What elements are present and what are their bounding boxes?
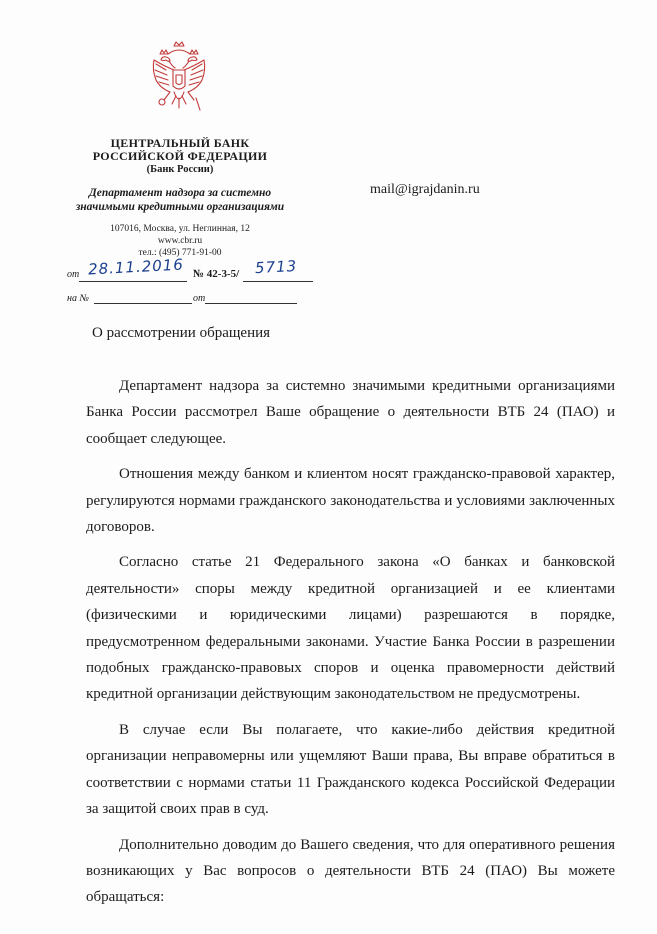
body-paragraph: Дополнительно доводим до Вашего сведения, что для оперативного решения возникающих у Вас вопросов о деятельности ВТБ 24 (ПАО) Вы можете обращаться: — [86, 836, 615, 906]
department-name-line2: значимыми кредитными организациями — [75, 201, 285, 213]
body-paragraph: Согласно статье 21 Федерального закона «О банках и банковской деятельности» споры между кредитной организацией и ее клиентами (физическими и юридическими лицами) разрешаются в порядке, предусмотренном федеральными законами. Участие Банка России в разрешении подобных гражданско-правовых споров и оценка правомерности действий кредитной организации действующим законодательством не предусмотрены. — [86, 554, 615, 703]
bank-name-line1: ЦЕНТРАЛЬНЫЙ БАНК — [110, 136, 250, 150]
address-line1: 107016, Москва, ул. Неглинная, 12 — [110, 224, 250, 234]
bank-short-name: (Банк России) — [146, 164, 214, 175]
reference-date-underline — [205, 303, 297, 304]
reference-number-label: на № — [67, 293, 89, 304]
letter-subject: О рассмотрении обращения — [92, 325, 271, 341]
outgoing-number-label: № 42-3-5/ — [193, 268, 240, 280]
bank-name-line2: РОССИЙСКОЙ ФЕДЕРАЦИИ — [92, 149, 268, 163]
handwritten-date: 28.11.2016 — [87, 255, 185, 279]
website: www.cbr.ru — [157, 236, 203, 246]
reference-from-label: от — [193, 293, 206, 304]
date-underline — [79, 281, 187, 282]
body-paragraph: Департамент надзора за системно значимыми кредитными организациями Банка России рассмотрел Ваше обращение о деятельности ВТБ 24 (ПАО) и сообщает следующее. — [86, 378, 615, 447]
handwritten-number: 5713 — [254, 256, 298, 278]
double-headed-eagle-emblem-icon — [146, 40, 212, 124]
department-name-line1: Департамент надзора за системно — [88, 187, 272, 199]
from-label: от — [67, 269, 80, 280]
phone: тел.: (495) 771-91-00 — [138, 248, 222, 258]
number-underline — [243, 281, 313, 282]
body-paragraph: В случае если Вы полагаете, что какие-либо действия кредитной организации неправомерны или ущемляют Ваши права, Вы вправе обратиться в соответствии с нормами статьи 11 Гражданского кодекса Российской Федерации за защитой своих прав в суд. — [86, 721, 615, 818]
recipient-email: mail@igrajdanin.ru — [370, 182, 480, 197]
reference-number-underline — [94, 303, 192, 304]
body-paragraph: Отношения между банком и клиентом носят гражданско-правовой характер, регулируются нормами гражданского законодательства и условиями заключенных договоров. — [86, 466, 615, 536]
letter-body — [86, 373, 615, 920]
